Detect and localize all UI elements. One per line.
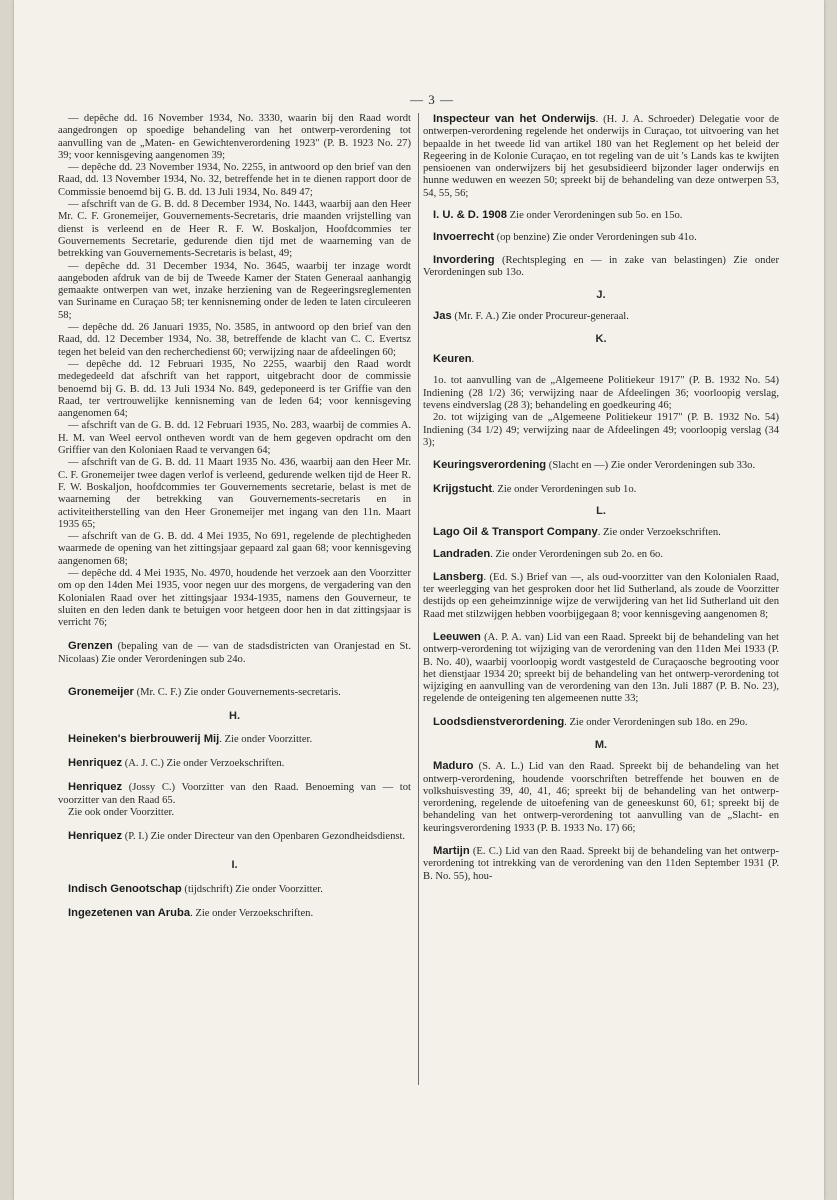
index-text: (Mr. F. A.) Zie onder Procureur-generaal. <box>451 310 629 322</box>
index-entry-keuringsverordening <box>423 459 779 472</box>
index-text: (A. P. A. van) Lid van een Raad. Spreekt bij de behandeling van het ontwerp-verordening tot wijziging van de verordening van den 11den Mei 1933 (P. B. No. 40), waarbij voorloopig wordt vastgesteld de Curaçaosche begrooting voor het dienstjaar 1934 20; spreekt bij de behandeling van het ontwerp-verordening tot wijziging en aanvulling van de verordening van den 13n. Juli 1887 (P. B. No. 23), regelende de onteigening ten algemeenen nutte 33; <box>423 631 779 705</box>
index-entry-landraden <box>423 548 779 561</box>
index-text: . (H. J. A. Schroeder) Delegatie voor de ontwerpen-verordening regelende het onderwijs in Curaçao, tot uitvoering van het bepaalde in het tweede lid van artikel 180 van het Reglement op het beleid der Regeering in de Kolonie Curaçao, en tot regeling van de uit 's Lands kas te kwijten pensioenen van onderwijzers bij het gesubsidieerd bijzonder lager onderwijs en hunne weduwen en weezen 50; spreekt bij de behandeling van deze ontwerpen 53, 54, 55, 56; <box>423 114 779 199</box>
index-entry-invoerrecht <box>423 231 779 244</box>
page-number: — 3 — <box>410 92 454 107</box>
index-term: Ingezetenen van Aruba <box>68 907 191 920</box>
index-entry-keuren <box>423 353 779 366</box>
document-page <box>14 0 824 1200</box>
paragraph: — depêche dd. 4 Mei 1935, No. 4970, houdende het verzoek aan den Voorzitter om op den 14den Mei 1935, voor negen uur des morgens, de vergadering van den Kolonialen Raad over het zittingsjaar 1934-1935, namens den Gouverneur, te sluiten en den leden dank te betuigen voor hetgeen door hen in dat zittingsjaar is verricht 76; <box>58 567 411 629</box>
index-term: Keuren <box>433 353 472 366</box>
index-entry-inspecteur <box>423 113 779 200</box>
index-term: Grenzen <box>68 640 113 653</box>
index-term: Keuringsverordening <box>433 459 547 472</box>
section-letter-i: I. <box>231 859 238 872</box>
section-letter-h: H. <box>229 710 240 723</box>
index-text: . (Ed. S.) Brief van —, als oud-voorzitter van den Kolonialen Raad, ter weerlegging van het gesproken door het lid Sutherland, als zoude de Voorzitter destijds op een geheimzinnige wijze de verwijdering van het lid Sutherland uit den Raad met stilzwijgen hebben voorbijgegaan 8; voor kennisgeving aangenomen 8; <box>423 571 779 620</box>
index-text: . Zie onder Voorzitter. <box>219 733 313 745</box>
index-term: Henriquez <box>68 781 123 794</box>
paragraph: — afschrift van de G. B. dd. 8 December 1934, No. 1443, waarbij aan den Heer Mr. C. F. Gronemeijer, Gouvernements-Secretaris, drie maanden vrijstelling van dienst is verleend en de Heer R. F. W. Boskaljon, Hoofdcommies ter Gouvernements Secretarie, gedurende dien tijd met de waarneming van de betrekking van Gouvernements-Secretaris is belast, 49; <box>58 199 411 260</box>
index-text: (A. J. C.) Zie onder Verzoekschriften. <box>122 757 285 769</box>
index-term: Maduro <box>433 760 474 773</box>
index-text: (op benzine) Zie onder Verordeningen sub 41o. <box>493 232 697 244</box>
index-text: (P. I.) Zie onder Directeur van den Openbaren Gezondheidsdienst. <box>122 831 406 843</box>
index-entry-lago <box>423 526 779 539</box>
index-text: . Zie onder Verordeningen sub 1o. <box>492 483 637 495</box>
paragraph: — depêche dd. 16 November 1934, No. 3330, waarin bij den Raad wordt aangedrongen op spoedige behandeling van het ontwerp-verordening tot aanvulling van de „Maten- en Gewichtenverordening 1923" (P. B. 1923 No. 27) 39; voor kennisgeving aangenomen 39; <box>58 113 411 161</box>
column-divider <box>418 113 419 1085</box>
index-entry-ingezetenen <box>58 907 411 920</box>
index-entry-loodsdienst <box>423 716 779 729</box>
index-entry-gronemeijer <box>58 686 411 699</box>
section-letter-m: M. <box>594 738 608 751</box>
index-term: Gronemeijer <box>68 686 134 699</box>
paragraph: — depêche dd. 23 November 1934, No. 2255, in antwoord op den brief van den Raad, dd. 13 November 1934, No. 32, betreffende het in te dienen rapport door de Commissie benoemd bij G. B. dd. 13 Juli 1934, No. 849 47; <box>58 162 411 198</box>
index-text: (Mr. C. F.) Zie onder Gouvernements-secretaris. <box>133 687 341 699</box>
index-entry-heineken <box>58 733 411 746</box>
paragraph: — depêche dd. 12 Februari 1935, No 2255, waarbij den Raad wordt medegedeeld dat afschrift van het rapport, uitgebracht door de commissie benoemd bij G. B. dd. 13 Juli 1934 No. 849, gedeponeerd is ter Griffie van den Raad, ter vertrouwelijke kennisneming van de leden 64; voor kennisgeving aangenomen 64; <box>58 358 411 420</box>
index-text: . <box>471 354 475 366</box>
index-text: . Zie onder Verzoekschriften. <box>190 908 314 920</box>
index-entry-henriquez-jossy <box>58 781 411 807</box>
index-term: Henriquez <box>68 756 123 769</box>
index-term: Leeuwen <box>433 630 481 643</box>
index-text: . Zie onder Verordeningen sub 2o. en 6o. <box>490 549 663 561</box>
index-term: Lago Oil & Transport Company <box>433 526 598 539</box>
index-term: Krijgstucht <box>433 482 493 495</box>
index-entry-grenzen <box>58 640 411 666</box>
index-text: (Jossy C.) Voorzitter van den Raad. Benoeming van — tot voorzitter van den Raad 65. <box>58 782 411 806</box>
index-text: (E. C.) Lid van den Raad. Spreekt bij de behandeling van het ontwerp-verordening tot intrekking van de verordening van den 11den September 1931 (P. B. No. 55), hou- <box>423 846 779 882</box>
index-term: Heineken's bierbrouwerij Mij <box>68 732 220 745</box>
paragraph: — afschrift van de G. B. dd. 11 Maart 1935 No. 436, waarbij aan den Heer Mr. C. F. Gronemeijer twee dagen verlof is verleend, gedurende welken tijd de Heer R. F. W. Boskaljon, hoofdcommies ter Gouvernements secretarie, belast is met de waarneming der betrekking van Gouvernements-secretaris en in activiteitherstelling van den Heer Gronemeijer met ingang van den 11n. Maart 1935 65; <box>58 457 411 530</box>
index-entry-henriquez-a <box>58 757 411 770</box>
index-term: Invordering <box>433 253 495 266</box>
section-letter-j: J. <box>596 289 606 302</box>
index-entry-lansberg <box>423 571 779 621</box>
index-term: Loodsdienstverordening <box>433 715 565 728</box>
right-column <box>423 113 779 883</box>
index-term: Martijn <box>433 845 470 858</box>
index-text: (Rechtspleging en — in zake van belastingen) Zie onder Verordeningen sub 13o. <box>423 254 779 278</box>
section-letter-l: L. <box>596 504 606 517</box>
index-entry-martijn <box>423 845 779 883</box>
index-text: (bepaling van de — van de stadsdistricten van Oranjestad en St. Nicolaas) Zie onder Verordeningen sub 24o. <box>58 641 411 665</box>
index-term: Lansberg <box>433 570 484 583</box>
index-entry-maduro <box>423 760 779 835</box>
section-letter-k: K. <box>595 332 607 345</box>
paragraph: — afschrift van de G. B. dd. 4 Mei 1935, No 691, regelende de plechtigheden waarmede de opening van het zittingsjaar gepaard zal gaan 68; voor kennisgeving aangenomen 68; <box>58 531 411 567</box>
keuren-item-1: 1o. tot aanvulling van de „Algemeene Politiekeur 1917" (P. B. 1932 No. 54) Indiening (28 1/2) 36; verwijzing naar de Afdeelingen 36; voorloopig verslag, tevens eindverslag (28 3); behandeling en goedkeuring 46; <box>423 375 779 412</box>
index-entry-iud <box>423 209 779 222</box>
index-term: Jas <box>433 309 452 322</box>
index-text: Zie onder Verordeningen sub 5o. en 15o. <box>507 210 683 222</box>
index-entry-krijgstucht <box>423 483 779 496</box>
paragraph: — depêche dd. 26 Januari 1935, No. 3585, in antwoord op den brief van den Raad, dd. 12 December 1934, No. 38, betreffende de klacht van C. C. Evertsz tegen het beleid van den recherchedienst 60; verwijzing naar de afdeelingen 60; <box>58 322 411 358</box>
index-entry-henriquez-p <box>58 830 411 843</box>
index-term: Landraden <box>433 548 491 561</box>
index-entry-indisch <box>58 883 411 896</box>
index-term: Invoerrecht <box>433 231 494 244</box>
keuren-item-2: 2o. tot wijziging van de „Algemeene Politiekeur 1917" (P. B. 1932 No. 54) Indiening (34 1/2) 49; verwijzing naar de Afdeelingen 49; voorloopig verslag (34 3); <box>423 412 779 448</box>
index-entry-invordering <box>423 254 779 280</box>
index-text: . Zie onder Verzoekschriften. <box>597 527 721 539</box>
index-term: Henriquez <box>68 830 123 843</box>
left-column <box>58 113 411 920</box>
paragraph: — afschrift van de G. B. dd. 12 Februari 1935, No. 283, waarbij de commies A. H. M. van Weel eervol ontheven wordt van de hem gegeven opdracht om den Griffier van den Koloniaen Raad te vervangen 64; <box>58 420 411 457</box>
index-text: (tijdschrift) Zie onder Voorzitter. <box>181 883 323 895</box>
index-text: (S. A. L.) Lid van den Raad. Spreekt bij de behandeling van het ontwerp-verordening, houdende voorschriften betreffende het bouwen en de volkshuisvesting 39, 40, 41, 46; spreekt bij de behandeling van het ontwerp-verordening, regelende de uitoefening van de geneeskunst 60, 61; spreekt bij de behandeling van het ontwerp-verordening tot aanvulling van de „Slacht- en keuringsverordening 1933 (P. B. 1933 No. 17) 66; <box>423 761 779 834</box>
index-entry-leeuwen <box>423 631 779 706</box>
paragraph: — depêche dd. 31 December 1934, No. 3645, waarbij ter inzage wordt aangeboden afdruk van de bij de Tweede Kamer der Staten Generaal aanhangig gemaakte ontwerpen van wet, inzake herziening van de Regeeringsreglementen van Suriname en Curaçao 58; ter kennisneming onder de leden te laten circuleeren 58; <box>58 260 411 321</box>
index-term: I. U. & D. 1908 <box>433 209 507 222</box>
index-text: (Slacht en —) Zie onder Verordeningen sub 33o. <box>546 460 756 472</box>
index-term: Inspecteur van het Onderwijs <box>433 113 596 125</box>
index-entry-jas <box>423 310 779 323</box>
index-text: . Zie onder Verordeningen sub 18o. en 29o. <box>564 716 748 728</box>
index-term: Indisch Genootschap <box>68 882 182 895</box>
see-also-note: Zie ook onder Voorzitter. <box>68 806 175 818</box>
